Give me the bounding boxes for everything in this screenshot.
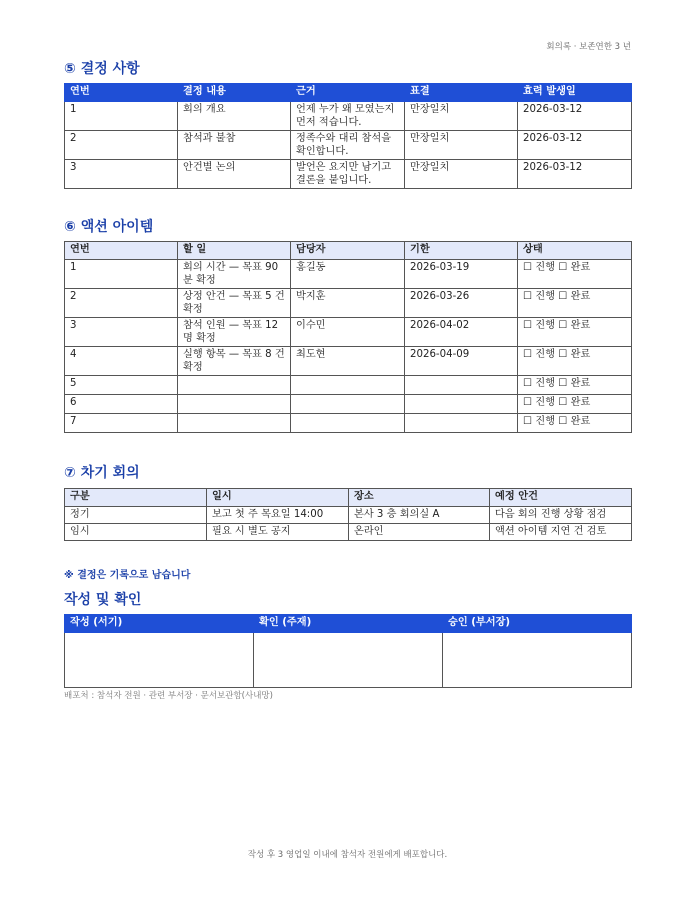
table-cell: 2 [65,289,178,318]
table-row [65,507,632,524]
next-meeting-title: ⑦ 차기 회의 [64,465,140,481]
signature-row [65,633,632,688]
table-row [65,318,632,347]
actions-header-row [65,242,632,260]
column-header: 작성 (서기) [65,615,254,633]
column-header: 확인 (주재) [254,615,443,633]
next-meeting-header-row [65,489,632,507]
table-cell [178,414,291,433]
distribution-list: 배포처 : 참석자 전원 · 관련 부서장 · 문서보관함(사내망) [64,691,273,701]
next-meeting-table [64,488,632,541]
table-row [65,347,632,376]
table-cell: 참석과 불참 [178,131,291,160]
signoff-table [64,614,632,688]
table-cell: 정족수와 대리 참석을 확인합니다. [291,131,405,160]
actions-table [64,241,632,433]
retention-label: 회의록 · 보존연한 3 년 [546,42,631,52]
table-cell: 필요 시 별도 공지 [207,524,349,541]
column-header: 예정 안건 [490,489,632,507]
table-cell [291,376,405,395]
column-header: 구분 [65,489,207,507]
actions-title: ⑥ 액션 아이템 [64,219,154,235]
table-cell: 최도현 [291,347,405,376]
table-row [65,160,632,189]
column-header: 일시 [207,489,349,507]
column-header: 할 일 [178,242,291,260]
table-cell: 3 [65,318,178,347]
table-cell: 온라인 [349,524,490,541]
table-cell: 회의 개요 [178,102,291,131]
column-header: 장소 [349,489,490,507]
table-cell: 언제 누가 왜 모였는지 먼저 적습니다. [291,102,405,131]
table-row [65,289,632,318]
table-cell: 정기 [65,507,207,524]
table-cell: 6 [65,395,178,414]
decisions-table [64,83,632,189]
footer-note: 작성 후 3 영업일 이내에 참석자 전원에게 배포합니다. [247,850,448,860]
table-cell: 2026-04-09 [405,347,518,376]
status-checkboxes[interactable]: ☐ 진행 ☐ 완료 [518,395,632,414]
table-cell: 액션 아이템 지연 건 검토 [490,524,632,541]
column-header: 연번 [65,242,178,260]
decisions-header-row [65,84,632,102]
table-cell: 회의 시간 — 목표 90 분 확정 [178,260,291,289]
table-cell [291,395,405,414]
table-cell: 1 [65,260,178,289]
table-cell: 다음 회의 진행 상황 점검 [490,507,632,524]
table-cell: 2026-03-26 [405,289,518,318]
table-cell: 이수민 [291,318,405,347]
table-row [65,395,632,414]
column-header: 효력 발생일 [518,84,632,102]
status-checkboxes[interactable]: ☐ 진행 ☐ 완료 [518,260,632,289]
table-cell: 2026-04-02 [405,318,518,347]
table-cell: 홍길동 [291,260,405,289]
table-cell: 상정 안건 — 목표 5 건 확정 [178,289,291,318]
table-cell: 만장일치 [405,160,518,189]
table-cell: 안건별 논의 [178,160,291,189]
decision-record-note: ※ 결정은 기록으로 남습니다 [64,570,191,581]
table-cell [178,395,291,414]
table-cell: 2026-03-12 [518,102,632,131]
table-cell: 임시 [65,524,207,541]
reviewer-signature-box[interactable] [254,633,443,688]
table-cell: 7 [65,414,178,433]
writer-signature-box[interactable] [65,633,254,688]
status-checkboxes[interactable]: ☐ 진행 ☐ 완료 [518,376,632,395]
table-cell: 만장일치 [405,131,518,160]
status-checkboxes[interactable]: ☐ 진행 ☐ 완료 [518,289,632,318]
table-cell: 4 [65,347,178,376]
status-checkboxes[interactable]: ☐ 진행 ☐ 완료 [518,318,632,347]
signoff-title: 작성 및 확인 [64,592,142,608]
table-row [65,260,632,289]
table-cell: 보고 첫 주 목요일 14:00 [207,507,349,524]
column-header: 표결 [405,84,518,102]
column-header: 승인 (부서장) [443,615,632,633]
table-cell [178,376,291,395]
table-cell: 3 [65,160,178,189]
table-cell: 발언은 요지만 남기고 결론을 붙입니다. [291,160,405,189]
table-cell: 박지훈 [291,289,405,318]
table-row [65,102,632,131]
decisions-title: ⑤ 결정 사항 [64,61,140,77]
table-row [65,376,632,395]
table-cell [291,414,405,433]
table-cell: 2 [65,131,178,160]
column-header: 담당자 [291,242,405,260]
table-cell: 본사 3 층 회의실 A [349,507,490,524]
table-cell [405,395,518,414]
table-cell [405,414,518,433]
status-checkboxes[interactable]: ☐ 진행 ☐ 완료 [518,347,632,376]
table-row [65,524,632,541]
table-row [65,414,632,433]
table-cell: 2026-03-12 [518,131,632,160]
table-cell: 2026-03-19 [405,260,518,289]
signoff-header-row [65,615,632,633]
table-cell [405,376,518,395]
column-header: 상태 [518,242,632,260]
approver-signature-box[interactable] [443,633,632,688]
table-cell: 1 [65,102,178,131]
table-row [65,131,632,160]
table-cell: 실행 항목 — 목표 8 건 확정 [178,347,291,376]
column-header: 결정 내용 [178,84,291,102]
column-header: 근거 [291,84,405,102]
column-header: 연번 [65,84,178,102]
column-header: 기한 [405,242,518,260]
table-cell: 5 [65,376,178,395]
status-checkboxes[interactable]: ☐ 진행 ☐ 완료 [518,414,632,433]
table-cell: 2026-03-12 [518,160,632,189]
table-cell: 참석 인원 — 목표 12 명 확정 [178,318,291,347]
table-cell: 만장일치 [405,102,518,131]
